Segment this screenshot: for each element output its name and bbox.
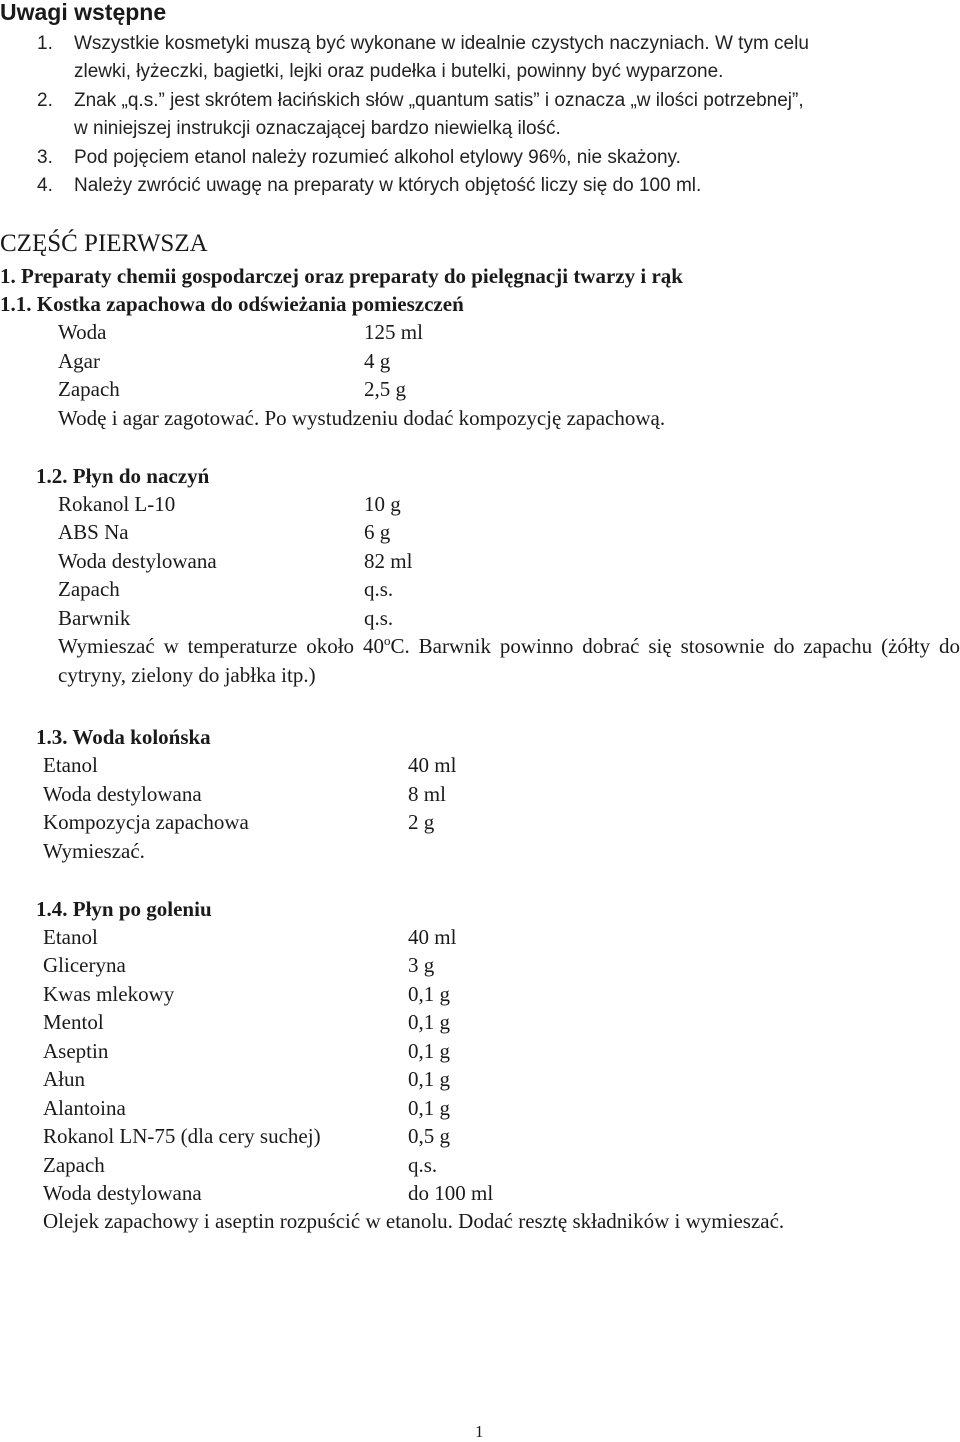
recipe-4-title: 1.4. Płyn po goleniu <box>36 897 212 921</box>
ingredient-amount: 2 g <box>408 810 435 834</box>
recipe-2-title: 1.2. Płyn do naczyń <box>36 464 210 488</box>
ingredient-name: Zapach <box>58 377 120 401</box>
ingredient-amount: 2,5 g <box>364 377 406 401</box>
ingredient-name: Kompozycja zapachowa <box>43 810 249 834</box>
ingredient-name: Etanol <box>43 753 98 777</box>
recipe-1-instructions: Wodę i agar zagotować. Po wystudzeniu dodać kompozycję zapachową. <box>58 406 666 430</box>
ingredient-name: Woda <box>58 320 107 344</box>
ingredient-amount: q.s. <box>364 606 394 630</box>
intro-item-3-num: 3. <box>37 147 53 168</box>
ingredient-amount: 0,1 g <box>408 982 450 1006</box>
ingredient-name: Barwnik <box>58 606 131 630</box>
ingredient-amount: do 100 ml <box>408 1181 494 1205</box>
ingredient-amount: 4 g <box>364 349 391 373</box>
recipe-4-instructions: Olejek zapachowy i aseptin rozpuścić w etanolu. Dodać resztę składników i wymieszać. <box>43 1209 785 1233</box>
ingredient-name: Rokanol L-10 <box>58 492 176 516</box>
recipe-1-title: 1.1. Kostka zapachowa do odświeżania pomieszczeń <box>0 292 464 316</box>
ingredient-name: Woda destylowana <box>43 782 202 806</box>
ingredient-amount: 0,1 g <box>408 1067 450 1091</box>
page-number: 1 <box>475 1422 484 1441</box>
ingredient-amount: 6 g <box>364 520 391 544</box>
ingredient-amount: 40 ml <box>408 925 457 949</box>
ingredient-amount: 82 ml <box>364 549 413 573</box>
ingredient-name: Rokanol LN-75 (dla cery suchej) <box>43 1124 321 1148</box>
ingredient-name: Gliceryna <box>43 953 126 977</box>
ingredient-name: Zapach <box>58 577 120 601</box>
recipe-3-instructions: Wymieszać. <box>43 839 145 863</box>
ingredient-amount: 0,1 g <box>408 1096 450 1120</box>
intro-title: Uwagi wstępne <box>0 0 167 25</box>
instructions-prefix: Wymieszać w temperaturze około 40 <box>58 634 384 658</box>
ingredient-name: Mentol <box>43 1010 104 1034</box>
ingredient-amount: 40 ml <box>408 753 457 777</box>
intro-item-4-num: 4. <box>37 175 53 196</box>
ingredient-amount: 8 ml <box>408 782 446 806</box>
intro-item-2-line-1: Znak „q.s.” jest skrótem łacińskich słów „quantum satis” i oznacza „w ilości potrzebnej”, <box>74 90 804 111</box>
intro-item-3-line-1: Pod pojęciem etanol należy rozumieć alkohol etylowy 96%, nie skażony. <box>74 147 681 168</box>
ingredient-amount: 3 g <box>408 953 435 977</box>
recipe-2-instructions <box>58 632 960 689</box>
section-title: 1. Preparaty chemii gospodarczej oraz preparaty do pielęgnacji twarzy i rąk <box>0 264 683 288</box>
intro-item-1-line-2: zlewki, łyżeczki, bagietki, lejki oraz pudełka i butelki, powinny być wyparzone. <box>74 61 724 82</box>
ingredient-amount: 0,1 g <box>408 1039 450 1063</box>
ingredient-amount: 0,5 g <box>408 1124 450 1148</box>
ingredient-name: Kwas mlekowy <box>43 982 175 1006</box>
ingredient-amount: 10 g <box>364 492 401 516</box>
part-title: CZĘŚĆ PIERWSZA <box>0 230 208 257</box>
ingredient-name: Zapach <box>43 1153 105 1177</box>
ingredient-name: Woda destylowana <box>43 1181 202 1205</box>
intro-item-1-num: 1. <box>37 33 53 54</box>
ingredient-name: Etanol <box>43 925 98 949</box>
recipe-3-title: 1.3. Woda kolońska <box>36 725 211 749</box>
ingredient-name: Agar <box>58 349 100 373</box>
ingredient-name: Ałun <box>43 1067 85 1091</box>
instructions-suffix: C. Barwnik powinno dobrać się stosownie do zapachu (żółty do cytryny, zielony do jabłka itp.) <box>58 634 960 687</box>
ingredient-name: Woda destylowana <box>58 549 217 573</box>
ingredient-amount: 125 ml <box>364 320 423 344</box>
intro-item-2-num: 2. <box>37 90 53 111</box>
ingredient-name: Alantoina <box>43 1096 126 1120</box>
ingredient-amount: 0,1 g <box>408 1010 450 1034</box>
intro-item-1-line-1: Wszystkie kosmetyki muszą być wykonane w idealnie czystych naczyniach. W tym celu <box>74 33 809 54</box>
intro-item-4-line-1: Należy zwrócić uwagę na preparaty w których objętość liczy się do 100 ml. <box>74 175 702 196</box>
ingredient-name: ABS Na <box>58 520 129 544</box>
ingredient-amount: q.s. <box>408 1153 438 1177</box>
ingredient-name: Aseptin <box>43 1039 109 1063</box>
intro-item-2-line-2: w niniejszej instrukcji oznaczającej bardzo niewielką ilość. <box>74 118 561 139</box>
ingredient-amount: q.s. <box>364 577 394 601</box>
degree-sup: o <box>383 633 391 648</box>
